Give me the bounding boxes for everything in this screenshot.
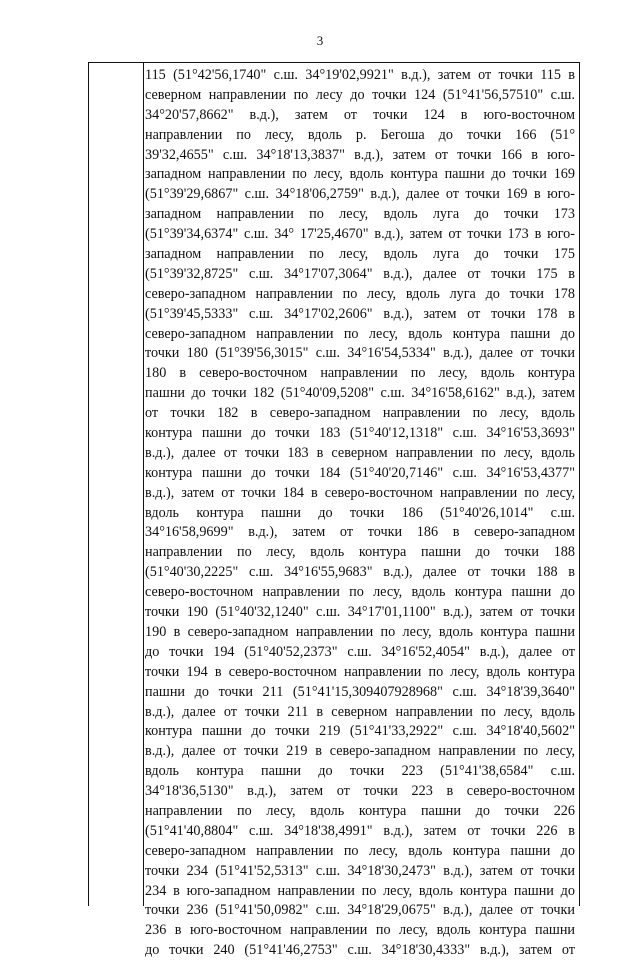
text-line: северо-восточном направлении по лесу, вдоль контура пашни до — [145, 584, 575, 601]
text-line: (51°41'40,8804" с.ш. 34°18'38,4991" в.д.), затем от точки 226 в — [145, 822, 575, 839]
text-line: точки 194 в северо-восточном направлении по лесу, вдоль контура — [145, 663, 575, 680]
text-line: контура пашни до точки 219 (51°41'33,2922" с.ш. 34°18'40,5602" — [145, 723, 575, 740]
text-line: северном направлении по лесу до точки 124 (51°41'56,57510" с.ш. — [145, 86, 575, 103]
text-line: контура пашни до точки 183 (51°40'12,1318" с.ш. 34°16'53,3693" — [145, 425, 575, 442]
text-line: вдоль контура пашни до точки 186 (51°40'26,1014" с.ш. — [145, 504, 575, 521]
text-line: (51°39'32,8725" с.ш. 34°17'07,3064" в.д.), далее от точки 175 в — [145, 265, 575, 282]
text-line: 34°20'57,8662" в.д.), затем от точки 124 в юго-восточном — [145, 106, 575, 123]
boundary-description-text — [145, 66, 575, 961]
text-line: до точки 240 (51°41'46,2753" с.ш. 34°18'30,4333" в.д.), затем от — [145, 942, 575, 959]
text-line: (51°39'29,6867" с.ш. 34°18'06,2759" в.д.), далее от точки 169 в юго- — [145, 186, 575, 203]
text-line: пашни до точки 211 (51°41'15,309407928968" с.ш. 34°18'39,3640" — [145, 683, 575, 700]
text-line: в.д.), далее от точки 183 в северном направлении по лесу, вдоль — [145, 444, 575, 461]
text-line: западном направлении по лесу, вдоль контура пашни до точки 169 — [145, 166, 575, 183]
text-line: 190 в северо-западном направлении по лесу, вдоль контура пашни — [145, 623, 575, 640]
text-line: пашни до точки 182 (51°40'09,5208" с.ш. 34°16'58,6162" в.д.), затем — [145, 385, 575, 402]
text-line: направлении по лесу, вдоль р. Бегоша до точки 166 (51° — [145, 126, 575, 143]
text-line: северо-западном направлении по лесу, вдоль контура пашни до — [145, 325, 575, 342]
text-line: направлении по лесу, вдоль контура пашни до точки 226 — [145, 802, 575, 819]
text-line: направлении по лесу, вдоль контура пашни до точки 188 — [145, 544, 575, 561]
page-number: 3 — [316, 33, 324, 48]
text-line: 39'32,4655" с.ш. 34°18'13,3837" в.д.), затем от точки 166 в юго- — [145, 146, 575, 163]
text-line: (51°40'30,2225" с.ш. 34°16'55,9683" в.д.), далее от точки 188 в — [145, 564, 575, 581]
text-line: точки 180 (51°39'56,3015" с.ш. 34°16'54,5334" в.д.), далее от точки — [145, 345, 575, 362]
text-line: 234 в юго-западном направлении по лесу, вдоль контура пашни до — [145, 882, 575, 899]
text-line: 34°18'36,5130" в.д.), затем от точки 223 в северо-восточном — [145, 783, 575, 800]
text-line: вдоль контура пашни до точки 223 (51°41'38,6584" с.ш. — [145, 763, 575, 780]
text-line: в.д.), далее от точки 211 в северном направлении по лесу, вдоль — [145, 703, 575, 720]
text-line: в.д.), затем от точки 184 в северо-восточном направлении по лесу, — [145, 484, 575, 501]
text-line: (51°39'45,5333" с.ш. 34°17'02,2606" в.д.), затем от точки 178 в — [145, 305, 575, 322]
text-line: западном направлении по лесу, вдоль луга до точки 175 — [145, 246, 575, 263]
text-line: северо-западном направлении по лесу, вдоль контура пашни до — [145, 842, 575, 859]
text-line: северо-западном направлении по лесу, вдоль луга до точки 178 — [145, 285, 575, 302]
text-line: точки 190 (51°40'32,1240" с.ш. 34°17'01,1100" в.д.), затем от точки — [145, 604, 575, 621]
text-line: точки 234 (51°41'52,5313" с.ш. 34°18'30,2473" в.д.), затем от точки — [145, 862, 575, 879]
text-line: точки 236 (51°41'50,0982" с.ш. 34°18'29,0675" в.д.), далее от точки — [145, 902, 575, 919]
text-line: западном направлении по лесу, вдоль луга до точки 173 — [145, 206, 575, 223]
table-left-cell — [88, 63, 144, 906]
text-line: до точки 194 (51°40'52,2373" с.ш. 34°16'52,4054" в.д.), далее от — [145, 643, 575, 660]
text-line: в.д.), далее от точки 219 в северо-западном направлении по лесу, — [145, 743, 575, 760]
text-line: 180 в северо-восточном направлении по лесу, вдоль контура — [145, 365, 575, 382]
text-line: 236 в юго-восточном направлении по лесу, вдоль контура пашни — [145, 922, 575, 939]
boundary-description-table — [88, 62, 580, 959]
text-line: от точки 182 в северо-западном направлении по лесу, вдоль — [145, 405, 575, 422]
text-line: (51°39'34,6374" с.ш. 34° 17'25,4670" в.д.), затем от точки 173 в юго- — [145, 226, 575, 243]
text-line: 34°16'58,9699" в.д.), затем от точки 186 в северо-западном — [145, 524, 575, 541]
text-line: 115 (51°42'56,1740" с.ш. 34°19'02,9921" в.д.), затем от точки 115 в — [145, 67, 575, 83]
text-line: контура пашни до точки 184 (51°40'20,7146" с.ш. 34°16'53,4377" — [145, 464, 575, 481]
table-text-cell — [142, 63, 580, 959]
